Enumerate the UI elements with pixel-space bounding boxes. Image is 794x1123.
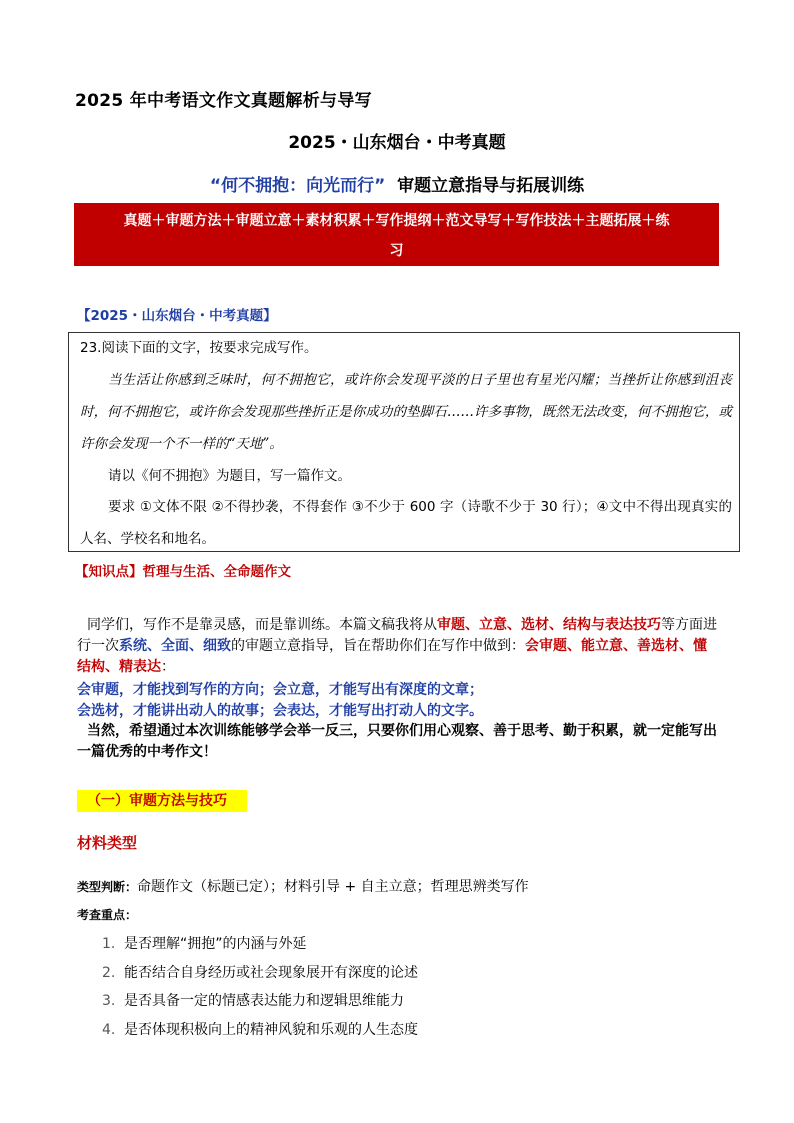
list-item-number: 2. — [102, 964, 116, 981]
exam-source-title: 2025・山东烟台・中考真题 — [288, 133, 506, 153]
material-type-heading: 材料类型 — [77, 834, 138, 852]
list-item — [102, 961, 418, 990]
list-item — [102, 932, 418, 961]
list-item-text: 是否具备一定的情感表达能力和逻辑思维能力 — [124, 993, 404, 1009]
intro-highlight-goals: 会审题、能立意、善选材、懂结构、精表达 — [77, 638, 707, 675]
topic-quote: “何不拥抱：向光而行” — [209, 176, 386, 196]
focus-label: 考查重点： — [77, 908, 138, 922]
content-outline-banner — [74, 203, 719, 266]
list-item-text: 是否体现积极向上的精神风貌和乐观的人生态度 — [124, 1021, 418, 1038]
list-item-text: 是否理解“拥抱”的内涵与外延 — [124, 936, 307, 952]
intro-closing: 当然，希望通过本次训练能够学会举一反三，只要你们用心观察、善于思考、勤于积累，就一定能写出一篇优秀的中考作文！ — [77, 723, 717, 760]
question-instruction: 23.阅读下面的文字，按要求完成写作。 — [80, 340, 318, 356]
intro-text-b: 等方面进行一次 — [77, 617, 717, 654]
section-header-method: （一）审题方法与技巧 — [77, 790, 247, 812]
banner-line-2: 习 — [389, 243, 404, 259]
intro-text-a: 同学们，写作不是靠灵感，而是靠训练。本篇文稿我将从 — [87, 617, 437, 633]
intro-highlight-aspects: 审题、立意、选材、结构与表达技巧 — [437, 617, 661, 633]
document-title: 2025 年中考语文作文真题解析与导写 — [75, 91, 372, 111]
banner-line-1: 真题＋审题方法＋审题立意＋素材积累＋写作提纲＋范文导写＋写作技法＋主题拓展＋练 — [123, 213, 670, 229]
intro-paragraph — [77, 615, 719, 678]
question-prompt: 请以《何不拥抱》为题目，写一篇作文。 — [108, 468, 351, 484]
list-item-number: 4. — [102, 1021, 116, 1038]
knowledge-point: 【知识点】哲理与生活、全命题作文 — [75, 564, 291, 580]
type-judgement-value: 命题作文（标题已定）；材料引导 + 自主立意；哲理思辨类写作 — [137, 879, 529, 895]
intro-text-d: ： — [161, 659, 175, 675]
list-item-text: 能否结合自身经历或社会现象展开有深度的论述 — [124, 964, 418, 981]
type-judgement — [77, 876, 529, 896]
list-item-number: 3. — [102, 993, 116, 1009]
focus-list — [102, 932, 418, 1046]
intro-line-3: 会选材，才能讲出动人的故事；会表达，才能写出打动人的文字。 — [77, 703, 483, 719]
topic-heading — [0, 171, 794, 196]
question-requirements: 要求 ①文体不限 ②不得抄袭，不得套作 ③不少于 600 字（诗歌不少于 30 行）；④文中不得出现真实的人名、学校名和地名。 — [80, 499, 732, 547]
intro-highlight-method: 系统、全面、细致 — [119, 638, 231, 654]
topic-subtitle: 审题立意指导与拓展训练 — [397, 176, 585, 196]
intro-text-c: 的审题立意指导，旨在帮助你们在写作中做到： — [231, 638, 525, 654]
intro-line-2: 会审题，才能找到写作的方向；会立意，才能写出有深度的文章； — [77, 682, 483, 698]
list-item — [102, 989, 418, 1018]
list-item — [102, 1018, 418, 1047]
list-item-number: 1. — [102, 936, 116, 952]
question-source-tag: 【2025・山东烟台・中考真题】 — [77, 308, 277, 324]
question-material: 当生活让你感到乏味时，何不拥抱它，或许你会发现平淡的日子里也有星光闪耀；当挫折让你感到沮丧时，何不拥抱它，或许你会发现那些挫折正是你成功的垫脚石……许多事物，既然无法改变，何不拥抱它，或许你会发现一个不一样的“天地”。 — [80, 372, 732, 452]
type-judgement-label: 类型判断： — [77, 880, 138, 894]
